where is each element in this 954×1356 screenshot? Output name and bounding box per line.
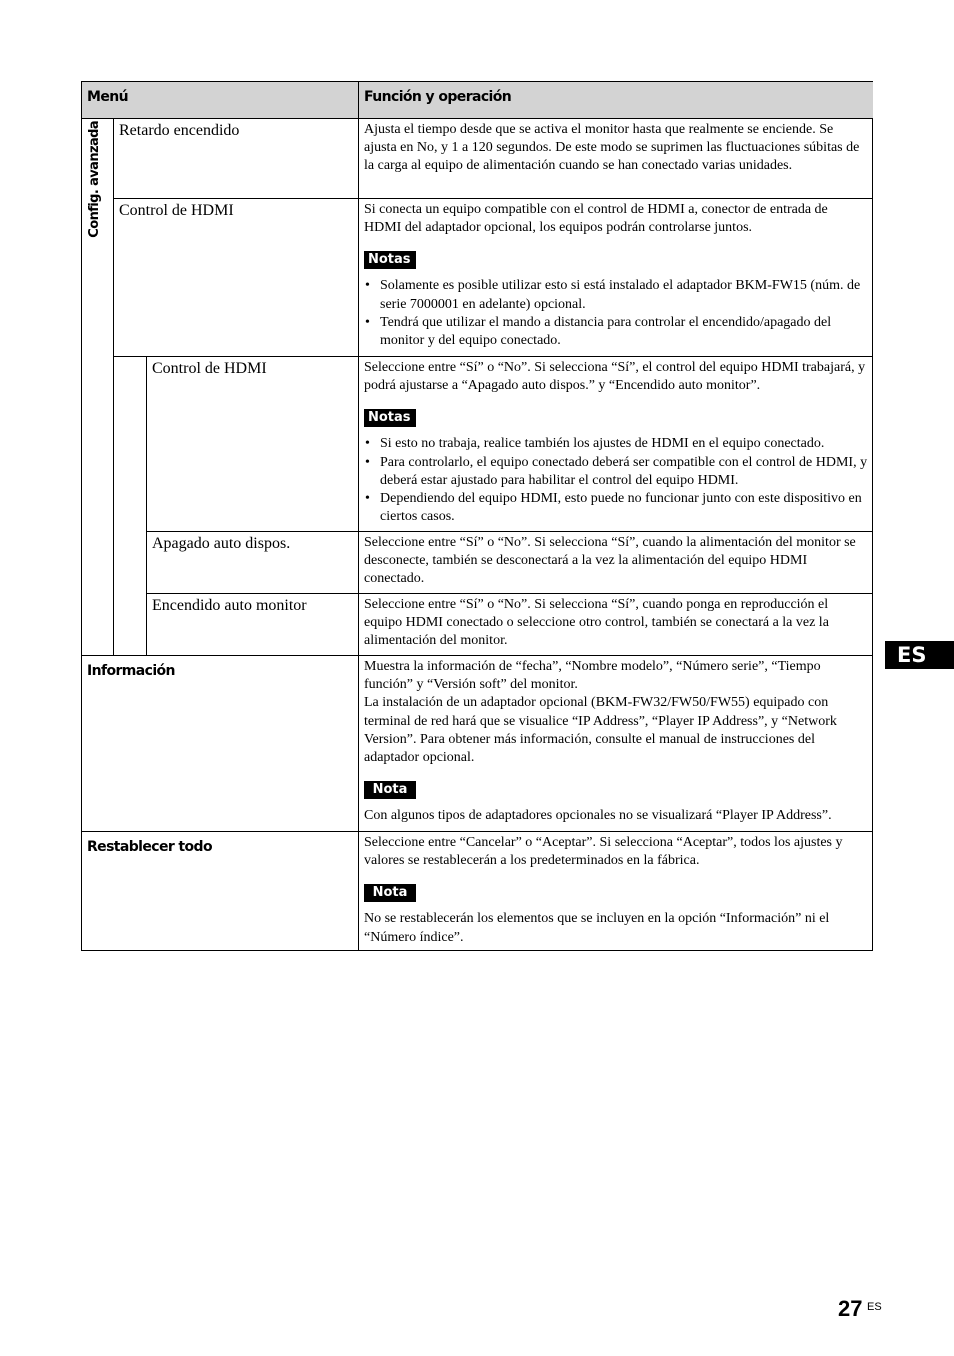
note-text: Con algunos tipos de adaptadores opcionales no se visualizará “Player IP Address”. [364, 808, 832, 824]
note-item: • Si esto no trabaja, realice también los ajustes de HDMI en el equipo conectado. [365, 436, 825, 452]
note-item: • Dependiendo del equipo HDMI, esto puede no funcionar junto con este dispositivo en ciertos casos. [365, 491, 862, 525]
note-label: Nota [364, 781, 416, 799]
note-label: Nota [364, 884, 416, 902]
menu-retardo-encendido: Retardo encendido [114, 118, 358, 198]
menu-informacion: Información [82, 655, 358, 831]
menu-restablecer-todo: Restablecer todo [82, 831, 358, 950]
desc-control-hdmi-sub [358, 356, 873, 531]
note-item: • Para controlarlo, el equipo conectado deberá ser compatible con el control de HDMI, y deberá estar ajustado para habilitar el control del equipo HDMI. [365, 454, 868, 488]
desc-text: Si conecta un equipo compatible con el control de HDMI a, conector de entrada de HDMI del adaptador opcional, los equipos podrán controlarse juntos. [364, 202, 828, 236]
notes-label: Notas [364, 251, 416, 269]
page-number: 27 [838, 1296, 863, 1321]
notes-list [364, 435, 868, 526]
desc-retardo-encendido [358, 118, 873, 198]
menu-apagado-auto: Apagado auto dispos. [147, 531, 358, 593]
desc-encendido-auto [358, 593, 873, 655]
note-item: • Tendrá que utilizar el mando a distancia para controlar el encendido/apagado del monitor y del equipo conectado. [365, 314, 832, 349]
notes-label: Notas [364, 409, 416, 427]
desc-text: Seleccione entre “Sí” o “No”. Si selecciona “Sí”, el control del equipo HDMI trabajará, y podrá ajustarse a “Apagado auto dispos.” y “Encendido auto monitor”. [364, 360, 866, 394]
section-label: Config. avanzada [87, 121, 102, 238]
indent-column [114, 356, 147, 655]
section-label-wrapper [87, 121, 119, 247]
settings-table [81, 81, 873, 951]
desc-restablecer-todo [358, 831, 873, 950]
header-function: Función y operación [358, 82, 873, 118]
desc-control-hdmi [358, 198, 873, 356]
desc-text: Seleccione entre “Sí” o “No”. Si selecciona “Sí”, cuando la alimentación del monitor se desconecte, también se desconectará a la vez la alimentación del equipo HDMI conectado. [364, 535, 856, 587]
desc-informacion [358, 655, 873, 831]
menu-control-hdmi: Control de HDMI [114, 198, 358, 356]
header-menu: Menú [82, 82, 358, 118]
page-number-suffix: ES [867, 1301, 882, 1313]
desc-text: Ajusta el tiempo desde que se activa el monitor hasta que realmente se enciende. Se ajusta en No, y 1 a 120 segundos. De este modo se suprimen las fluctuaciones súbitas de la carga al equipo de alimentación cuando se han conectado varias unidades. [364, 122, 860, 174]
desc-text: Seleccione entre “Sí” o “No”. Si selecciona “Sí”, cuando ponga en reproducción el equipo HDMI conectado o seleccione otro control, también se conectará a la vez la alimentación del monitor. [364, 597, 829, 649]
note-text: No se restablecerán los elementos que se incluyen en la opción “Información” ni el “Número índice”. [364, 911, 830, 945]
notes-list [364, 277, 868, 350]
desc-apagado-auto [358, 531, 873, 593]
menu-encendido-auto: Encendido auto monitor [147, 593, 358, 655]
desc-text: Muestra la información de “fecha”, “Nombre modelo”, “Número serie”, “Tiempo función” y “Versión soft” del monitor. [364, 659, 821, 693]
desc-text: Seleccione entre “Cancelar” o “Aceptar”. Si selecciona “Aceptar”, todos los ajustes y valores se restablecerán a los predeterminados en la fábrica. [364, 835, 843, 869]
desc-text: La instalación de un adaptador opcional (BKM-FW32/FW50/FW55) equipado con terminal de red hará que se visualice “IP Address”, “Player IP Address”, y “Network Version”. Para obtener más información, consulte el manual de instrucciones del adaptador opcional. [364, 695, 837, 766]
note-item: • Solamente es posible utilizar esto si está instalado el adaptador BKM-FW15 (núm. de serie 7000001 en adelante) opcional. [365, 278, 861, 312]
language-tab: ES [885, 641, 954, 669]
menu-control-hdmi-sub: Control de HDMI [147, 356, 358, 531]
